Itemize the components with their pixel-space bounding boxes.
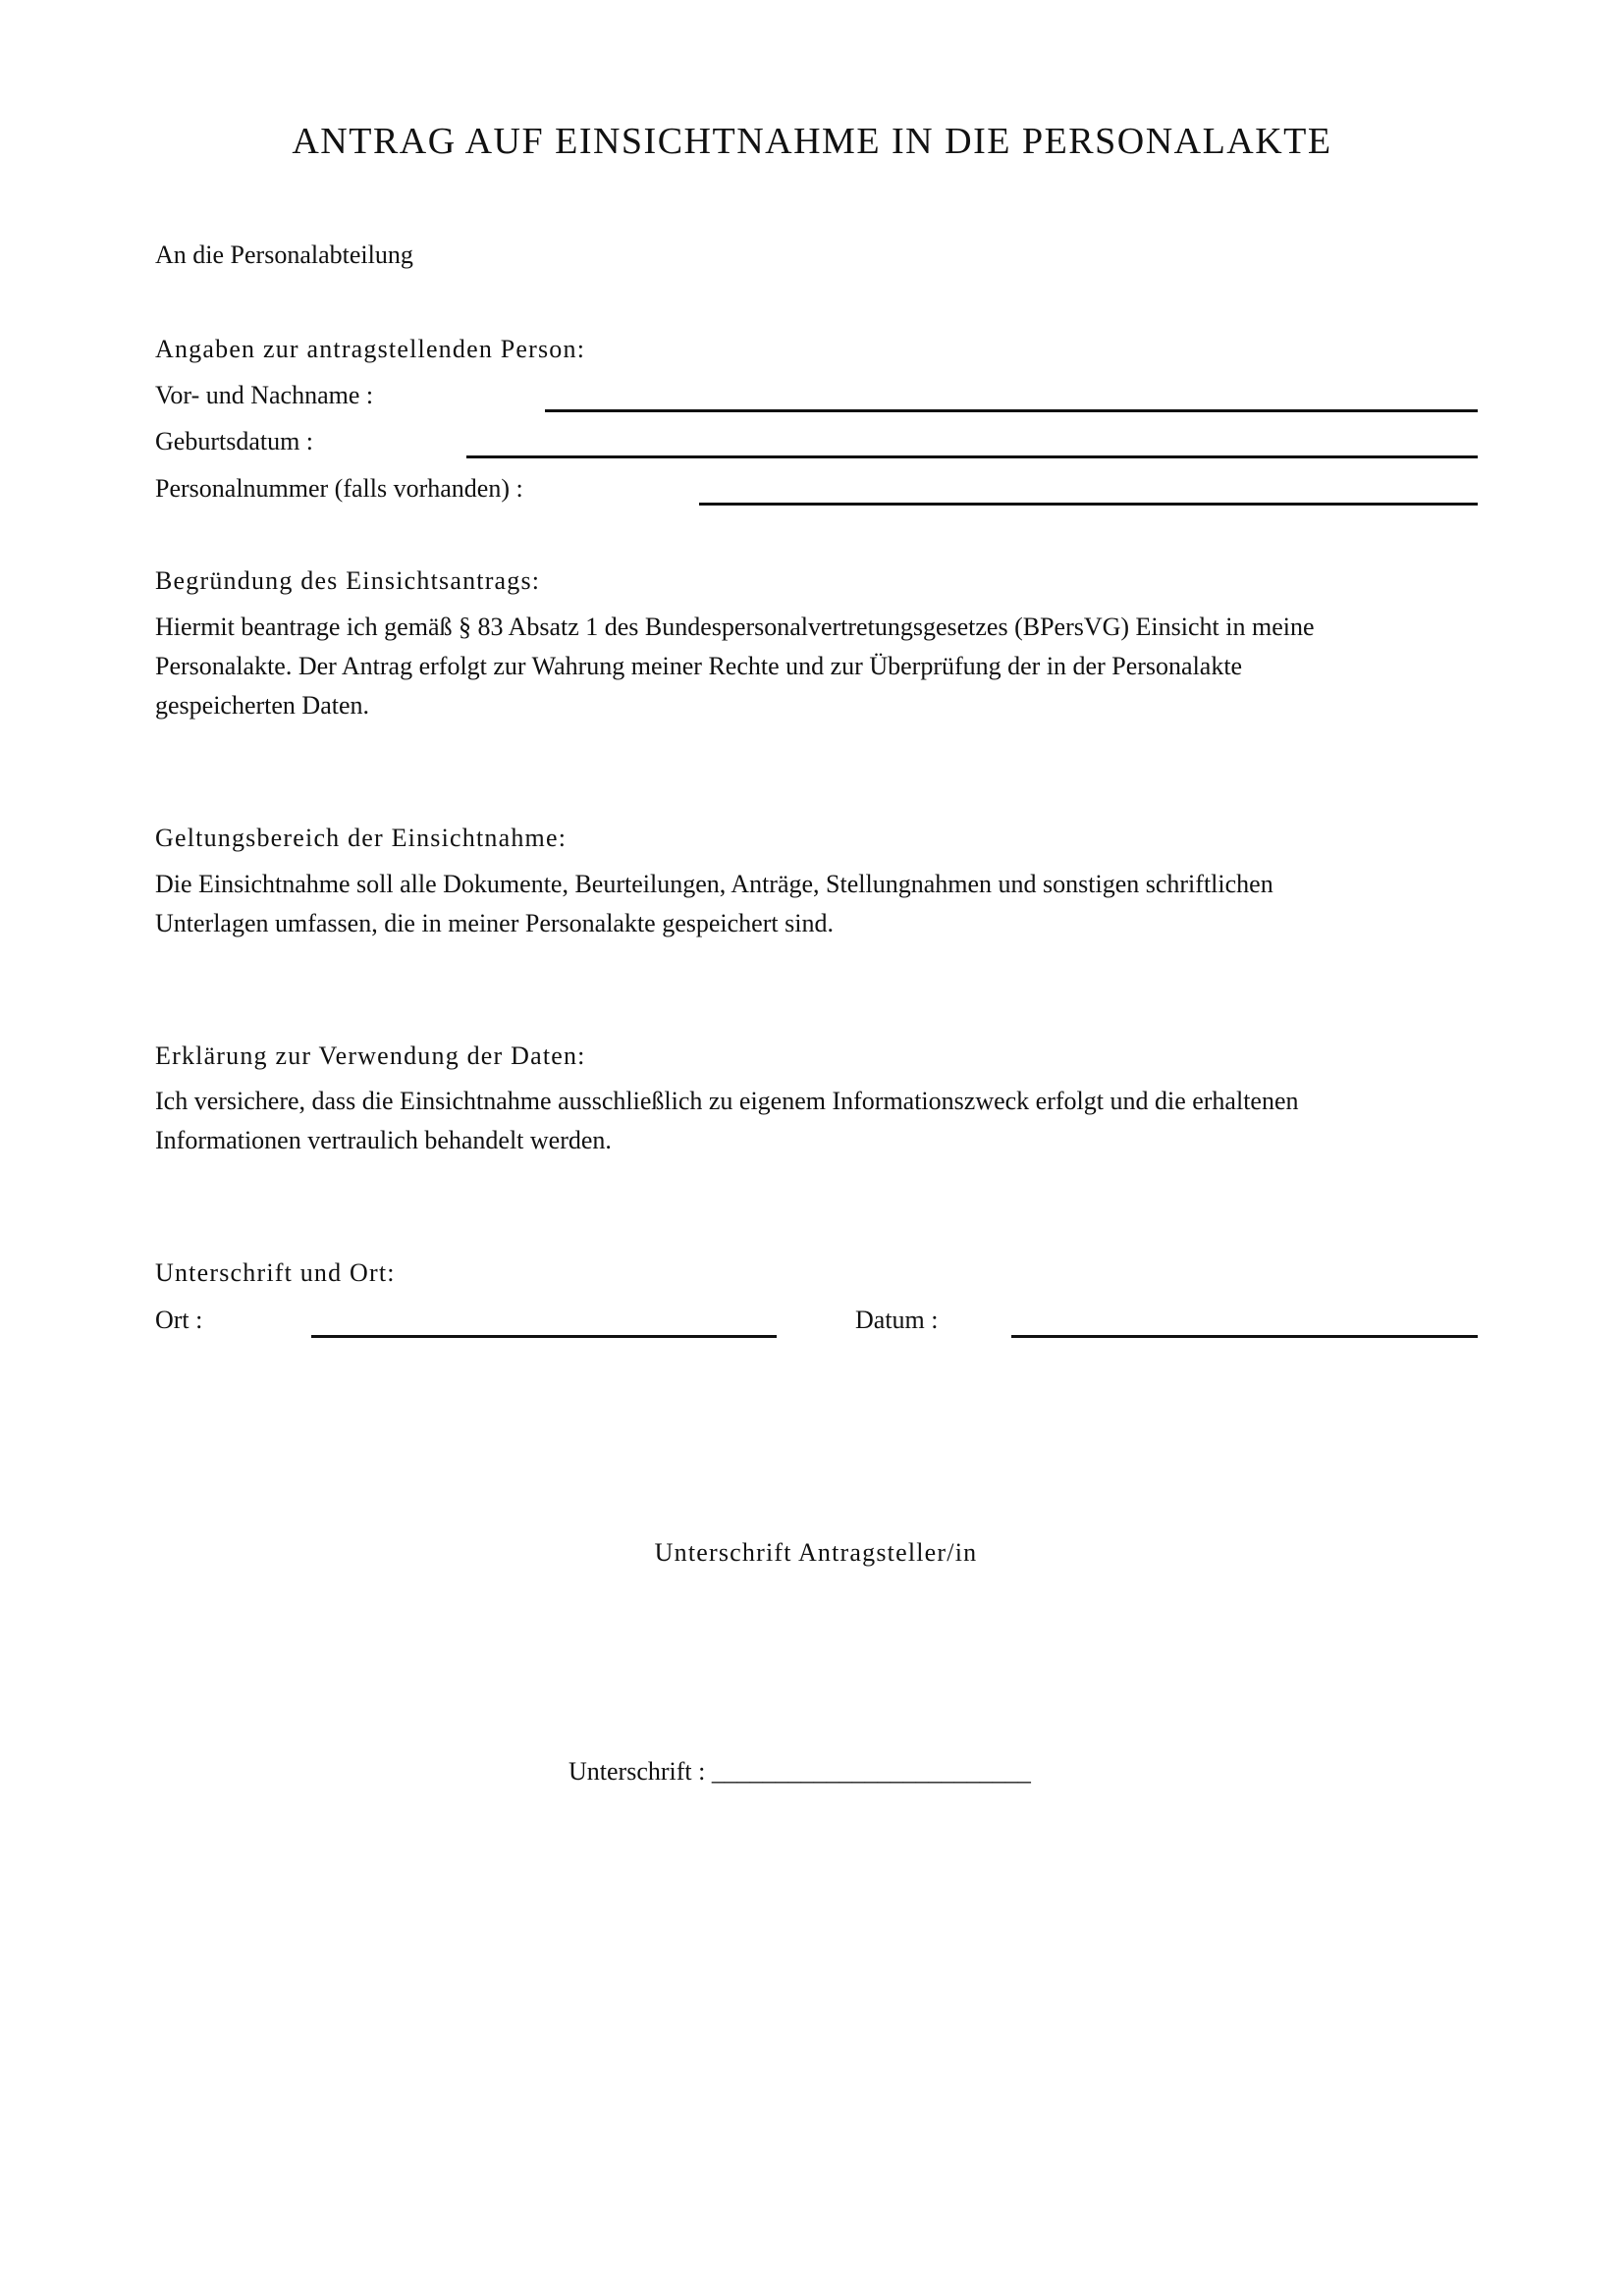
date-label: Datum : bbox=[855, 1306, 939, 1334]
applicant-heading: Angaben zur antragstellenden Person: bbox=[155, 335, 586, 363]
place-label: Ort : bbox=[155, 1306, 203, 1334]
reason-text: Hiermit beantrage ich gemäß § 83 Absatz 1 des Bundespersonalvertretungsgesetzes (BPersVG) Einsicht in meine Personalakte. Der Antrag erfolgt zur Wahrung meiner Rechte und zur Überprüfung der in der Personalakte gespeicherten Daten. bbox=[155, 613, 1315, 720]
recipient-line: An die Personalabteilung bbox=[155, 240, 413, 269]
staff-number-label: Personalnummer (falls vorhanden) : bbox=[155, 474, 523, 503]
name-label: Vor- und Nachname : bbox=[155, 381, 374, 409]
name-field[interactable] bbox=[545, 409, 1478, 412]
declaration-heading: Erklärung zur Verwendung der Daten: bbox=[155, 1041, 586, 1070]
applicant-signature-caption: Unterschrift Antragsteller/in bbox=[654, 1538, 978, 1567]
scope-heading: Geltungsbereich der Einsichtnahme: bbox=[155, 824, 568, 852]
signature-section-heading: Unterschrift und Ort: bbox=[155, 1258, 396, 1287]
declaration-text: Ich versichere, dass die Einsichtnahme ausschließlich zu eigenem Informationszweck erfolgt und die erhaltenen Informationen vertraulich behandelt werden. bbox=[155, 1087, 1299, 1154]
staff-number-field[interactable] bbox=[699, 503, 1478, 506]
birthdate-label: Geburtsdatum : bbox=[155, 427, 314, 455]
birthdate-field[interactable] bbox=[466, 455, 1478, 458]
document-title: ANTRAG AUF EINSICHTNAHME IN DIE PERSONALAKTE bbox=[292, 121, 1332, 162]
scope-text: Die Einsichtnahme soll alle Dokumente, Beurteilungen, Anträge, Stellungnahmen und sonstigen schriftlichen Unterlagen umfassen, die in meiner Personalakte gespeichert sind. bbox=[155, 870, 1273, 937]
place-field[interactable] bbox=[311, 1335, 777, 1338]
signature-line[interactable]: Unterschrift : _________________________ bbox=[568, 1757, 1031, 1786]
reason-heading: Begründung des Einsichtsantrags: bbox=[155, 566, 541, 595]
date-field[interactable] bbox=[1011, 1335, 1478, 1338]
